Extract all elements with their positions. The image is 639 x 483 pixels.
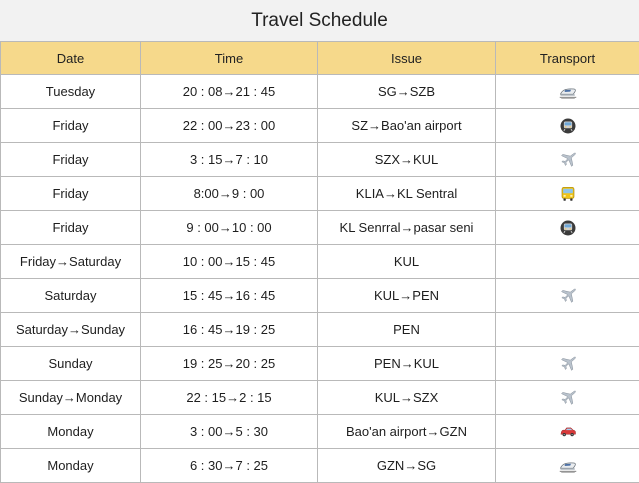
- cell-date: Friday: [1, 177, 141, 211]
- table-row: [1, 211, 639, 245]
- airplane-icon: [559, 151, 577, 169]
- cell-issue: KL Senrral→pasar seni: [318, 211, 496, 245]
- cell-transport: [496, 211, 639, 245]
- cell-issue: KUL→PEN: [318, 279, 496, 313]
- cell-transport: [496, 347, 639, 381]
- schedule-table: [0, 41, 639, 483]
- table-header-row: [1, 42, 639, 75]
- cell-issue: PEN→KUL: [318, 347, 496, 381]
- metro-icon: [559, 219, 577, 237]
- table-row: [1, 143, 639, 177]
- table-row: [1, 381, 639, 415]
- table-row: [1, 75, 639, 109]
- metro-icon: [559, 117, 577, 135]
- cell-transport: [496, 75, 639, 109]
- header-transport: Transport: [496, 42, 639, 75]
- cell-issue: SG→SZB: [318, 75, 496, 109]
- table-row: [1, 347, 639, 381]
- cell-date: Saturday: [1, 279, 141, 313]
- high-speed-train-icon: [559, 457, 577, 475]
- cell-time: 20 : 08→21 : 45: [141, 75, 318, 109]
- cell-date: Saturday→Sunday: [1, 313, 141, 347]
- page-title: Travel Schedule: [0, 0, 639, 42]
- high-speed-train-icon: [559, 83, 577, 101]
- cell-time: 10 : 00→15 : 45: [141, 245, 318, 279]
- cell-time: 19 : 25→20 : 25: [141, 347, 318, 381]
- cell-transport: [496, 177, 639, 211]
- cell-issue: KUL: [318, 245, 496, 279]
- table-row: [1, 313, 639, 347]
- cell-time: 22 : 15→2 : 15: [141, 381, 318, 415]
- header-issue: Issue: [318, 42, 496, 75]
- table-row: [1, 109, 639, 143]
- cell-time: 9 : 00→10 : 00: [141, 211, 318, 245]
- cell-transport: [496, 143, 639, 177]
- cell-issue: KUL→SZX: [318, 381, 496, 415]
- cell-time: 8:00→9 : 00: [141, 177, 318, 211]
- bus-icon: [559, 185, 577, 203]
- cell-transport: [496, 449, 639, 483]
- header-time: Time: [141, 42, 318, 75]
- cell-date: Friday→Saturday: [1, 245, 141, 279]
- cell-date: Friday: [1, 143, 141, 177]
- cell-date: Monday: [1, 415, 141, 449]
- cell-time: 6 : 30→7 : 25: [141, 449, 318, 483]
- cell-time: 15 : 45→16 : 45: [141, 279, 318, 313]
- cell-date: Tuesday: [1, 75, 141, 109]
- cell-transport: [496, 415, 639, 449]
- table-row: [1, 415, 639, 449]
- table-row: [1, 245, 639, 279]
- airplane-icon: [559, 389, 577, 407]
- cell-date: Friday: [1, 211, 141, 245]
- cell-issue: GZN→SG: [318, 449, 496, 483]
- cell-issue: SZ→Bao'an airport: [318, 109, 496, 143]
- cell-issue: Bao'an airport→GZN: [318, 415, 496, 449]
- cell-time: 3 : 15→7 : 10: [141, 143, 318, 177]
- cell-transport: [496, 245, 639, 279]
- cell-date: Sunday→Monday: [1, 381, 141, 415]
- cell-issue: SZX→KUL: [318, 143, 496, 177]
- cell-date: Sunday: [1, 347, 141, 381]
- cell-transport: [496, 279, 639, 313]
- cell-issue: KLIA→KL Sentral: [318, 177, 496, 211]
- airplane-icon: [559, 287, 577, 305]
- table-row: [1, 177, 639, 211]
- cell-date: Friday: [1, 109, 141, 143]
- table-row: [1, 449, 639, 483]
- cell-transport: [496, 109, 639, 143]
- car-icon: [559, 423, 577, 441]
- header-date: Date: [1, 42, 141, 75]
- cell-time: 16 : 45→19 : 25: [141, 313, 318, 347]
- cell-issue: PEN: [318, 313, 496, 347]
- cell-time: 22 : 00→23 : 00: [141, 109, 318, 143]
- cell-transport: [496, 381, 639, 415]
- table-row: [1, 279, 639, 313]
- airplane-icon: [559, 355, 577, 373]
- cell-transport: [496, 313, 639, 347]
- cell-time: 3 : 00→5 : 30: [141, 415, 318, 449]
- cell-date: Monday: [1, 449, 141, 483]
